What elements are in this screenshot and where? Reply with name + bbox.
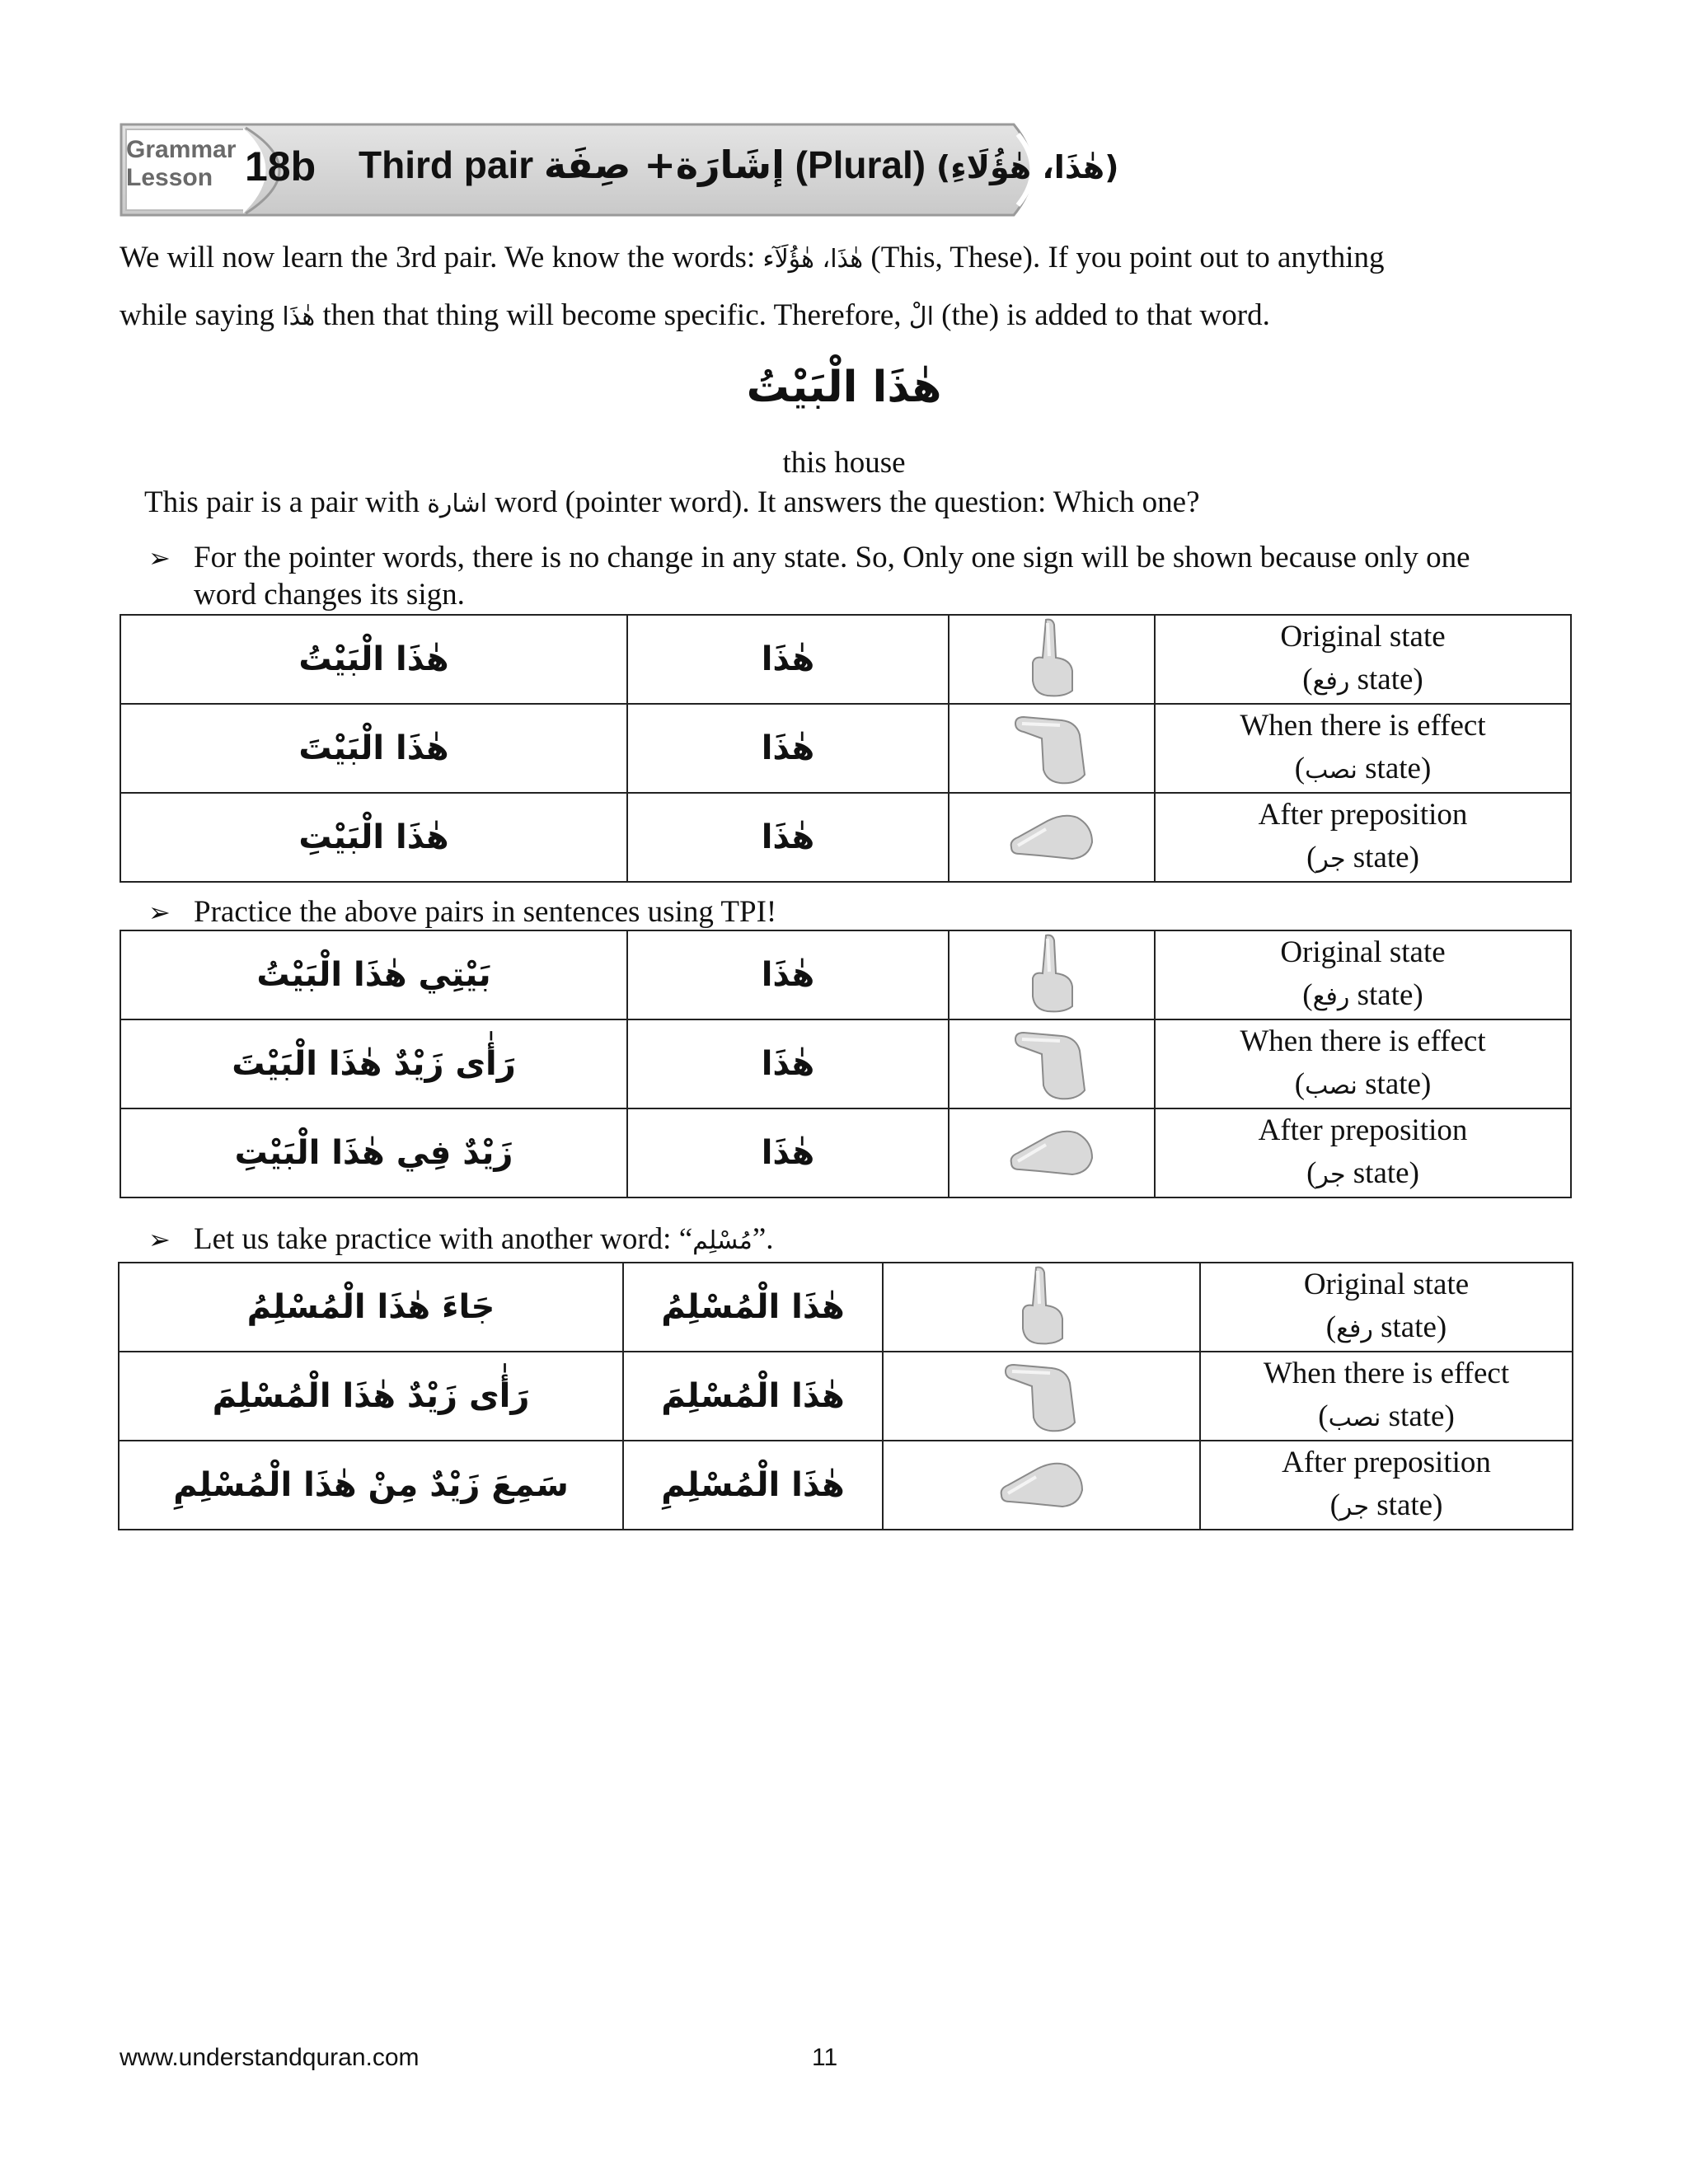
bullet-1 (148, 540, 198, 575)
finger-up-hand-icon (1013, 1264, 1071, 1347)
grammar-lesson-badge (126, 136, 250, 202)
arrow-bullet-icon: ➢ (148, 897, 171, 928)
state-word: state) (1365, 752, 1432, 785)
intro-text: then that thing will become specific. Therefore, (322, 298, 902, 332)
example-arabic: هٰذَا الْبَيْتُ (746, 363, 942, 412)
arrow-bullet-icon: ➢ (148, 542, 171, 574)
bullet-1-line-2: word changes its sign. (194, 578, 465, 612)
state-cell (1155, 793, 1571, 882)
title-arabic-paren: (هٰذَا، هٰؤُلَاءِ) (935, 149, 1119, 185)
pair-description (144, 485, 1200, 520)
state-cell (1200, 1263, 1573, 1352)
state-arabic: نصب (1305, 1071, 1357, 1100)
paren: ( (1302, 978, 1313, 1012)
state-word: state) (1357, 663, 1423, 696)
pointer-cell: هٰذَا (627, 930, 949, 1019)
intro-arabic: هٰذَا (282, 302, 316, 331)
finger-down-hand-icon (996, 1451, 1087, 1516)
table-3 (118, 1262, 1573, 1530)
state-label: When there is effect (1240, 1024, 1486, 1058)
state-arabic: جر (1316, 1160, 1346, 1189)
table-row (120, 1108, 1571, 1197)
badge-line1: Grammar (126, 136, 237, 163)
intro-line-2 (120, 287, 1570, 346)
bullet-2-text: Practice the above pairs in sentences using TPI! (194, 895, 777, 929)
table-row (119, 1441, 1573, 1530)
badge-line2: Lesson (126, 164, 213, 191)
hand-cell (949, 930, 1155, 1019)
state-label: After preposition (1258, 798, 1468, 832)
pointer-cell: هٰذَا الْمُسْلِمُ (623, 1263, 883, 1352)
pointer-cell: هٰذَا (627, 615, 949, 704)
state-cell (1155, 615, 1571, 704)
state-cell (1200, 1352, 1573, 1441)
bullet-3 (148, 1221, 198, 1257)
bullet-text: Let us take practice with another word: “ (194, 1222, 693, 1256)
title-prefix: Third pair (359, 143, 534, 186)
hand-cell (949, 1108, 1155, 1197)
page-number: 11 (812, 2044, 838, 2071)
table-row (119, 1263, 1573, 1352)
state-sub (1156, 748, 1570, 792)
hand-cell (883, 1263, 1200, 1352)
paren: ( (1302, 663, 1313, 696)
table-row (120, 704, 1571, 793)
state-arabic: رفع (1336, 1315, 1373, 1343)
pointer-cell: هٰذَا (627, 1108, 949, 1197)
table-2 (120, 930, 1572, 1198)
state-arabic: رفع (1312, 982, 1350, 1011)
state-word: state) (1388, 1399, 1455, 1433)
pair-text: This pair is a pair with (144, 485, 420, 519)
pair-text: word (pointer word). It answers the question: Which one? (495, 485, 1200, 519)
sentence-cell: جَاءَ هٰذَا الْمُسْلِمُ (119, 1263, 623, 1352)
phrase-cell: هٰذَا الْبَيْتُ (120, 615, 627, 704)
state-sub (1156, 1152, 1570, 1197)
intro-line-1 (120, 229, 1570, 288)
paren: ( (1318, 1399, 1329, 1433)
sentence-cell: بَيْتِي هٰذَا الْبَيْتُ (120, 930, 627, 1019)
lesson-number: 18b (245, 143, 316, 190)
hand-cell (949, 704, 1155, 793)
state-arabic: جر (1316, 845, 1346, 874)
pointer-cell: هٰذَا الْمُسْلِمَ (623, 1352, 883, 1441)
paren: ( (1306, 1156, 1317, 1190)
bullet-arabic: مُسْلِم (692, 1226, 753, 1255)
state-sub (1201, 1306, 1572, 1351)
finger-up-hand-icon (1023, 932, 1081, 1015)
table-row (120, 930, 1571, 1019)
table-1 (120, 614, 1572, 883)
bullet-1-line-1: For the pointer words, there is no change in any state. So, Only one sign will be shown because only one (194, 541, 1470, 574)
state-sub (1156, 1063, 1570, 1108)
footer-url[interactable]: www.understandquran.com (120, 2044, 420, 2071)
state-arabic: نصب (1305, 756, 1357, 785)
intro-text: (This, These). If you point out to anything (870, 241, 1385, 274)
pointer-cell: هٰذَا (627, 704, 949, 793)
state-label: When there is effect (1240, 709, 1486, 743)
finger-side-hand-icon (1010, 1021, 1093, 1104)
state-label: Original state (1303, 1268, 1470, 1301)
finger-side-hand-icon (1010, 705, 1093, 788)
intro-text: while saying (120, 298, 275, 332)
hand-cell (949, 793, 1155, 882)
example-english: this house (782, 446, 906, 480)
title-plural: (Plural) (795, 143, 926, 186)
sentence-cell: رَأٰى زَيْدٌ هٰذَا الْبَيْتَ (120, 1019, 627, 1108)
sentence-cell: سَمِعَ زَيْدٌ مِنْ هٰذَا الْمُسْلِمِ (119, 1441, 623, 1530)
finger-side-hand-icon (1001, 1353, 1083, 1436)
paren: ( (1294, 1067, 1306, 1101)
hand-cell (949, 1019, 1155, 1108)
arrow-bullet-icon: ➢ (148, 1224, 171, 1255)
bullet-text: ”. (752, 1222, 774, 1256)
paren: ( (1294, 752, 1306, 785)
hand-cell (949, 615, 1155, 704)
lesson-title (359, 143, 1119, 187)
intro-arabic: الْ (908, 302, 934, 331)
bullet-3-text (194, 1221, 774, 1257)
state-sub (1201, 1484, 1572, 1529)
finger-down-hand-icon (1006, 1118, 1097, 1184)
table-row (120, 1019, 1571, 1108)
state-label: Original state (1280, 620, 1446, 654)
phrase-cell: هٰذَا الْبَيْتَ (120, 704, 627, 793)
paren: ( (1329, 1488, 1340, 1522)
state-word: state) (1353, 1156, 1419, 1190)
intro-text: (the) is added to that word. (941, 298, 1270, 332)
hand-cell (883, 1441, 1200, 1530)
pointer-cell: هٰذَا (627, 1019, 949, 1108)
pointer-cell: هٰذَا (627, 793, 949, 882)
state-sub (1201, 1395, 1572, 1440)
table-row (119, 1352, 1573, 1441)
finger-up-hand-icon (1023, 616, 1081, 699)
state-cell (1155, 1019, 1571, 1108)
intro-arabic: هٰذَا، هٰؤُلَآء (762, 245, 864, 274)
state-word: state) (1381, 1310, 1447, 1344)
state-arabic: جر (1339, 1493, 1370, 1521)
state-word: state) (1357, 978, 1423, 1012)
state-sub (1156, 837, 1570, 881)
pointer-cell: هٰذَا الْمُسْلِمِ (623, 1441, 883, 1530)
state-word: state) (1365, 1067, 1432, 1101)
state-cell (1200, 1441, 1573, 1530)
paren: ( (1306, 841, 1317, 874)
sentence-cell: رَأٰى زَيْدٌ هٰذَا الْمُسْلِمَ (119, 1352, 623, 1441)
state-label: After preposition (1282, 1446, 1491, 1479)
bullet-2 (148, 894, 198, 930)
table-row (120, 793, 1571, 882)
paren: ( (1325, 1310, 1337, 1344)
pair-arabic: اشارة (427, 490, 488, 518)
state-sub (1156, 658, 1570, 703)
title-arabic: إشَارَة+ صِفَة (543, 143, 785, 187)
state-arabic: رفع (1312, 667, 1350, 696)
state-word: state) (1376, 1488, 1443, 1522)
state-word: state) (1353, 841, 1419, 874)
lesson-banner (120, 118, 1119, 222)
state-cell (1155, 930, 1571, 1019)
state-cell (1155, 1108, 1571, 1197)
state-label: When there is effect (1263, 1357, 1510, 1390)
state-cell (1155, 704, 1571, 793)
sentence-cell: زَيْدٌ فِي هٰذَا الْبَيْتِ (120, 1108, 627, 1197)
intro-text: We will now learn the 3rd pair. We know the words: (120, 241, 756, 274)
phrase-cell: هٰذَا الْبَيْتِ (120, 793, 627, 882)
state-label: Original state (1280, 935, 1446, 969)
state-label: After preposition (1258, 1113, 1468, 1147)
hand-cell (883, 1352, 1200, 1441)
finger-down-hand-icon (1006, 803, 1097, 869)
table-row (120, 615, 1571, 704)
state-arabic: نصب (1328, 1404, 1381, 1432)
state-sub (1156, 974, 1570, 1019)
